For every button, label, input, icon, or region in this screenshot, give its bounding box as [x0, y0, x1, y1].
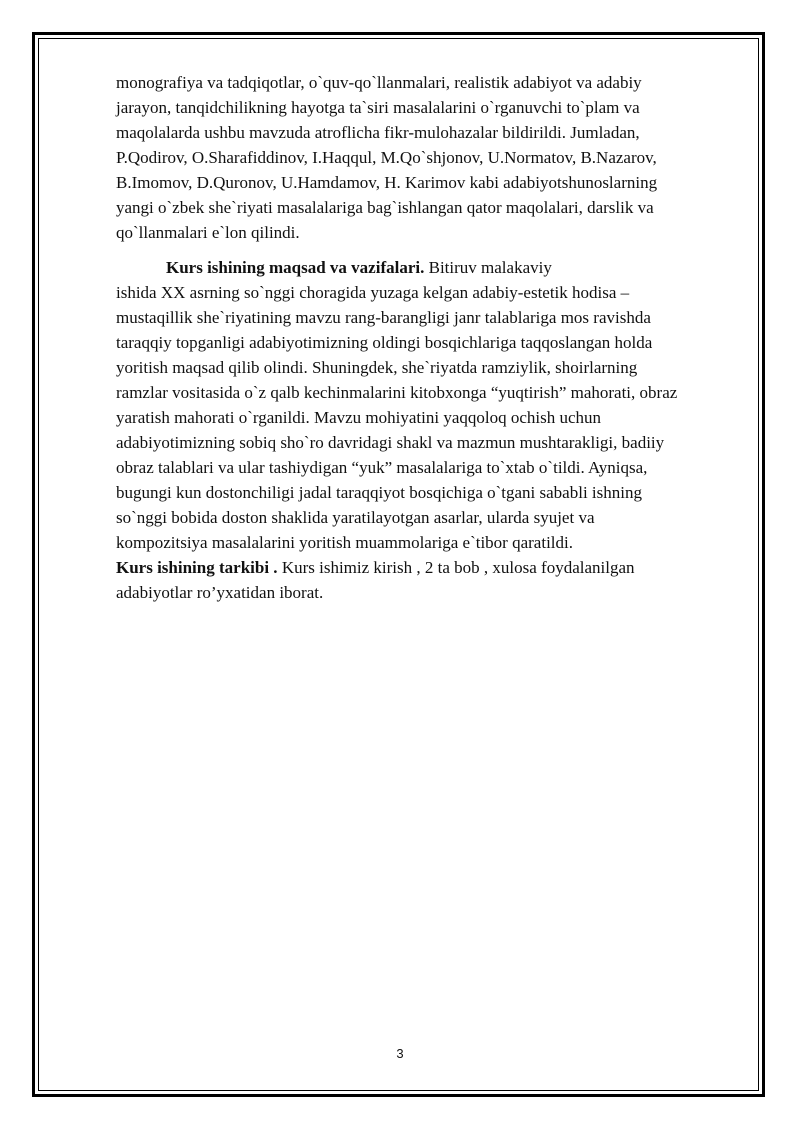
text-line: bugungi kun dostonchiligi jadal taraqqiyot bosqichiga o`tgani sababli ishning: [116, 483, 642, 502]
text-line: maqolalarda ushbu mavzuda atroflicha fikr-mulohazalar bildirildi. Jumladan,: [116, 123, 640, 142]
text-line: so`nggi bobida doston shaklida yaratilayotgan asarlar, ularda syujet va: [116, 508, 595, 527]
text-line: P.Qodirov, O.Sharafiddinov, I.Haqqul, M.Qo`shjonov, U.Normatov, B.Nazarov,: [116, 148, 657, 167]
text-line: yaratish mahorati o`rganildi. Mavzu mohiyatini yaqqoloq ochish uchun: [116, 408, 602, 427]
text-line: [116, 555, 746, 580]
text-line: adabiyotlar ro’yxatidan iborat.: [116, 583, 324, 602]
section-heading-goals: Kurs ishining maqsad va vazifalari.: [166, 258, 425, 277]
text-line: obraz talablari va ular tashiydigan “yuk” masalalariga to`xtab o`tildi. Ayniqsa,: [116, 458, 648, 477]
text-line: kompozitsiya masalalarini yoritish muammolariga e`tibor qaratildi.: [116, 533, 573, 552]
paragraph-literature-review: [116, 70, 746, 245]
text-line: jarayon, tanqidchilikning hayotga ta`siri masalalarini o`rganuvchi to`plam va: [116, 98, 640, 117]
paragraph-goals: [116, 255, 746, 555]
text-line: taraqqiy topganligi adabiyotimizning oldingi bosqichlariga taqqoslangan holda: [116, 333, 653, 352]
text-run: Kurs ishimiz kirish , 2 ta bob , xulosa foydalanilgan: [277, 558, 635, 577]
text-line: yangi o`zbek she`riyati masalalariga bag`ishlangan qator maqolalari, darslik va: [116, 198, 654, 217]
text-line: adabiyotimizning sobiq sho`ro davridagi shakl va mazmun mushtarakligi, badiiy: [116, 433, 665, 452]
text-line: ramzlar vositasida o`z qalb kechinmalarini kitobxonga “yuqtirish” mahorati, obraz: [116, 383, 678, 402]
text-line: mustaqillik she`riyatining mavzu rang-barangligi janr talablariga mos ravishda: [116, 308, 651, 327]
text-line: monografiya va tadqiqotlar, o`quv-qo`llanmalari, realistik adabiyot va adabiy: [116, 73, 642, 92]
text-line: qo`llanmalari e`lon qilindi.: [116, 223, 300, 242]
section-heading-structure: Kurs ishining tarkibi .: [116, 558, 278, 577]
page-number: 3: [396, 1046, 404, 1061]
text-line: yoritish maqsad qilib olindi. Shuningdek, she`riyatda ramziylik, shoirlarning: [116, 358, 638, 377]
text-line: ishida XX asrning so`nggi choragida yuzaga kelgan adabiy-estetik hodisa –: [116, 283, 630, 302]
text-run: Bitiruv malakaviy: [424, 258, 552, 277]
paragraph-structure: [116, 555, 746, 605]
document-body: [116, 70, 746, 605]
text-line: B.Imomov, D.Quronov, U.Hamdamov, H. Karimov kabi adabiyotshunoslarning: [116, 173, 658, 192]
text-line: [116, 255, 746, 280]
